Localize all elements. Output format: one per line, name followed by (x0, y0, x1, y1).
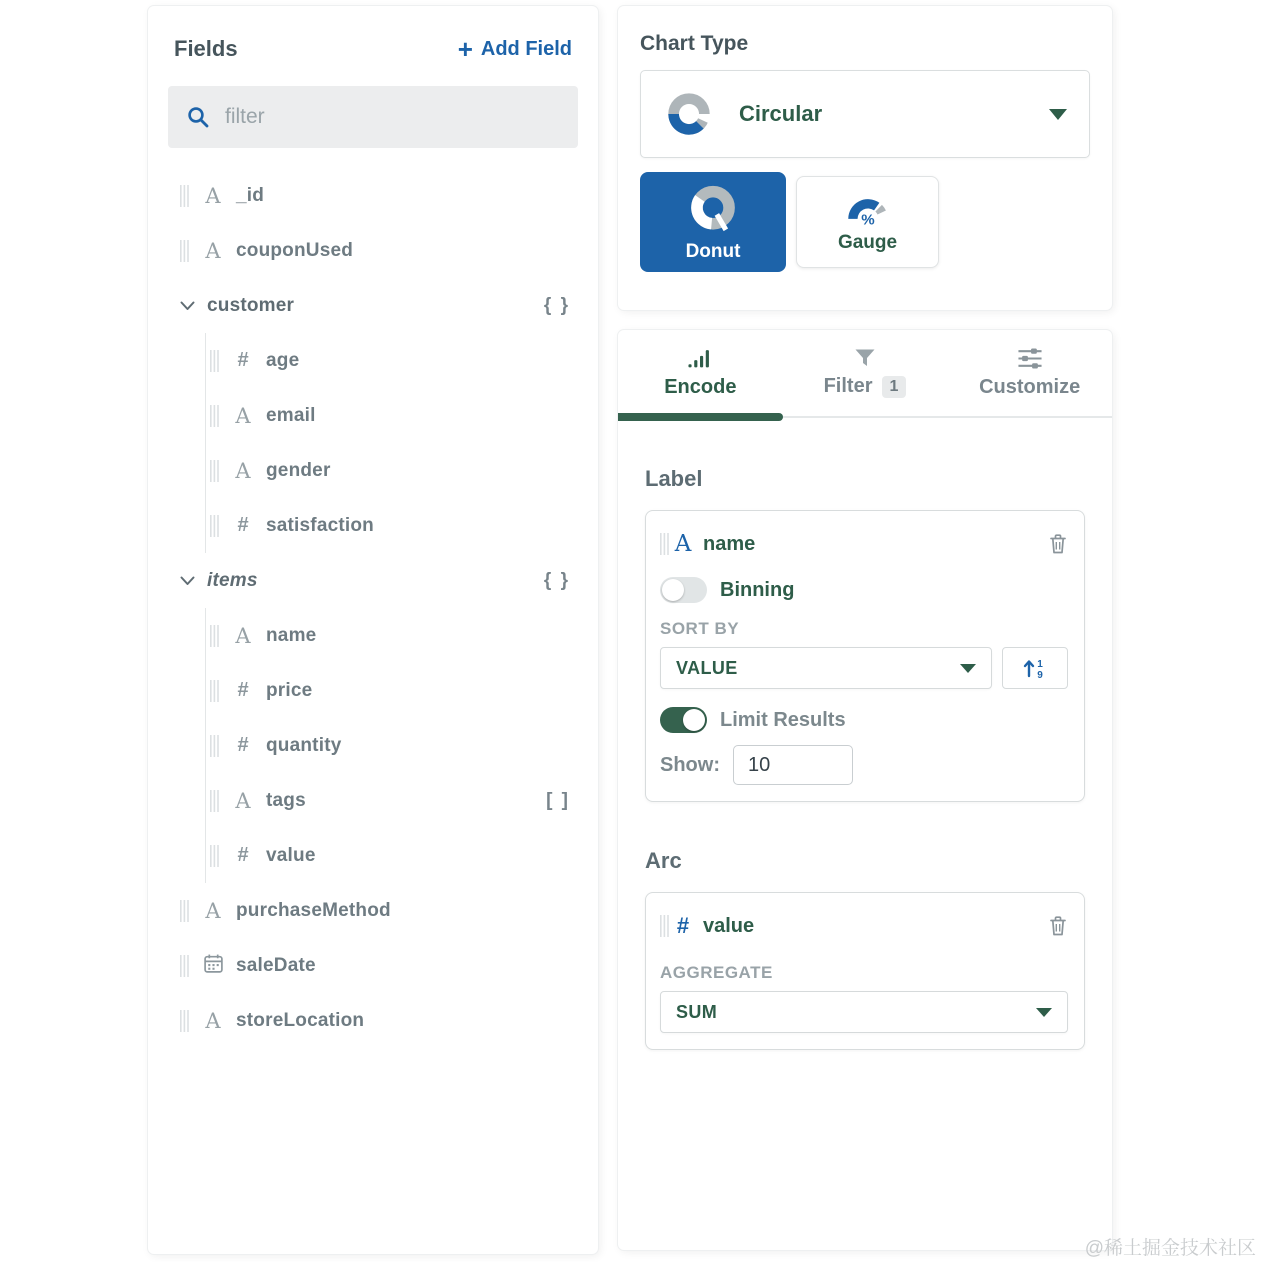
field-label: customer (207, 294, 295, 316)
donut-variant-label: Donut (685, 240, 741, 262)
field-label: purchaseMethod (236, 899, 391, 921)
chart-type-panel (618, 6, 1112, 310)
svg-text:9: 9 (1037, 670, 1043, 680)
string-type-icon: A (235, 788, 251, 813)
binning-row (660, 573, 1068, 607)
active-tab-indicator (618, 413, 783, 421)
svg-text:1: 1 (1037, 659, 1043, 670)
string-type-icon: A (235, 623, 251, 648)
drag-handle-icon (210, 350, 219, 372)
expand-chevron-icon[interactable] (180, 576, 195, 586)
field-row-tags[interactable] (148, 773, 598, 828)
binning-toggle[interactable] (660, 577, 707, 603)
donut-variant-icon (684, 182, 742, 236)
fields-panel (148, 6, 598, 1254)
show-row (660, 745, 1068, 785)
field-row-price[interactable] (148, 663, 598, 718)
fields-title: Fields (174, 36, 238, 61)
string-type-icon: A (205, 1008, 221, 1033)
number-type-icon: # (237, 349, 249, 371)
string-type-icon: A (235, 403, 251, 428)
sort-direction-button[interactable] (1002, 647, 1068, 689)
field-row-quantity[interactable] (148, 718, 598, 773)
field-label: value (266, 844, 316, 866)
field-label: quantity (266, 734, 342, 756)
toggle-knob (662, 579, 684, 601)
svg-text:%: % (860, 211, 875, 227)
tab-bar (618, 330, 1112, 418)
date-type-icon (199, 953, 227, 979)
field-type-badge: { } (543, 294, 570, 316)
add-field-label: Add Field (480, 37, 572, 60)
field-label: couponUsed (236, 239, 354, 261)
tab-encode-label: Encode (664, 375, 737, 398)
sliders-icon (1017, 348, 1043, 369)
tab-filter[interactable] (783, 330, 948, 416)
field-label: email (266, 404, 316, 426)
tab-filter-label: Filter (823, 375, 873, 397)
number-type-icon: # (237, 844, 249, 866)
arc-field-row[interactable] (660, 905, 1068, 947)
number-type-icon: # (676, 913, 690, 938)
tab-encode[interactable] (618, 330, 783, 416)
field-row-gender[interactable] (148, 443, 598, 498)
sort-by-value: VALUE (676, 657, 738, 678)
tab-customize-label: Customize (979, 375, 1081, 398)
field-row-purchaseMethod[interactable] (148, 883, 598, 938)
drag-handle-icon (180, 955, 189, 977)
number-type-icon: # (237, 514, 249, 536)
limit-results-row (660, 703, 1068, 737)
field-filter-input[interactable] (225, 105, 560, 129)
field-row-customer[interactable] (148, 278, 598, 333)
field-row-saleDate[interactable] (148, 938, 598, 993)
field-row-age[interactable] (148, 333, 598, 388)
encode-tab-content (618, 466, 1112, 1050)
field-row-name[interactable] (148, 608, 598, 663)
field-label: saleDate (236, 954, 316, 976)
gauge-variant-icon (844, 191, 892, 227)
drag-handle-icon (660, 533, 669, 555)
field-label: name (266, 624, 317, 646)
show-label: Show: (660, 753, 720, 776)
drag-handle-icon (660, 915, 669, 937)
field-type-badge: { } (543, 569, 570, 591)
field-label: tags (266, 789, 306, 811)
gauge-variant-label: Gauge (837, 231, 898, 253)
chart-category-dropdown[interactable] (640, 70, 1090, 158)
search-icon (186, 105, 210, 129)
drag-handle-icon (210, 405, 219, 427)
plus-icon: + (457, 34, 473, 64)
chevron-down-icon (960, 664, 976, 673)
string-type-icon: A (205, 898, 221, 923)
watermark: @稀土掘金技术社区 (1084, 1238, 1256, 1259)
add-field-button[interactable] (457, 34, 572, 64)
sort-by-select[interactable] (660, 647, 992, 689)
drag-handle-icon (180, 240, 189, 262)
field-row-storeLocation[interactable] (148, 993, 598, 1048)
funnel-icon (854, 348, 876, 368)
fields-list (148, 168, 598, 1048)
field-label: items (207, 569, 258, 591)
chart-type-title: Chart Type (640, 32, 749, 55)
string-type-icon: A (235, 458, 251, 483)
label-encoding-card (645, 510, 1085, 802)
drag-handle-icon (210, 515, 219, 537)
drag-handle-icon (180, 1010, 189, 1032)
filter-count-badge: 1 (882, 376, 907, 398)
field-label: _id (236, 184, 265, 206)
drag-handle-icon (210, 790, 219, 812)
encode-panel (618, 330, 1112, 1250)
string-type-icon: A (205, 183, 221, 208)
number-type-icon: # (237, 679, 249, 701)
field-row-items[interactable] (148, 553, 598, 608)
chart-variant-donut[interactable] (640, 172, 786, 272)
number-type-icon: # (237, 734, 249, 756)
field-row-email[interactable] (148, 388, 598, 443)
arc-encoding-card (645, 892, 1085, 1050)
aggregate-label: AGGREGATE (660, 963, 773, 982)
limit-results-toggle[interactable] (660, 707, 707, 733)
toggle-knob (683, 709, 705, 731)
field-label: age (266, 349, 300, 371)
field-row-satisfaction[interactable] (148, 498, 598, 553)
field-row-value[interactable] (148, 828, 598, 883)
field-row-_id[interactable] (148, 168, 598, 223)
chart-category-value: Circular (739, 101, 823, 126)
tab-customize[interactable] (947, 330, 1112, 416)
fields-header (148, 36, 598, 62)
drag-handle-icon (210, 460, 219, 482)
show-count-input[interactable] (733, 745, 853, 785)
field-filter-box (168, 86, 578, 148)
drag-handle-icon (210, 680, 219, 702)
trash-icon (1048, 915, 1068, 937)
field-label: satisfaction (266, 514, 374, 536)
chevron-down-icon (1049, 109, 1067, 120)
chevron-down-icon (1036, 1008, 1052, 1017)
arc-field-name: value (703, 914, 755, 937)
field-label: gender (266, 459, 331, 481)
drag-handle-icon (210, 845, 219, 867)
chart-variant-gauge[interactable] (796, 176, 939, 268)
arc-section-title: Arc (645, 848, 682, 873)
donut-chart-icon (663, 88, 715, 140)
chart-variant-row (640, 172, 1090, 272)
field-row-couponUsed[interactable] (148, 223, 598, 278)
field-type-badge: [ ] (546, 789, 570, 811)
sort-by-label: SORT BY (660, 619, 740, 638)
limit-results-label: Limit Results (720, 708, 846, 731)
binning-label: Binning (720, 578, 795, 601)
remove-arc-field-button[interactable] (1048, 915, 1068, 937)
remove-label-field-button[interactable] (1048, 533, 1068, 555)
field-label: price (266, 679, 313, 701)
expand-chevron-icon[interactable] (180, 301, 195, 311)
field-label: storeLocation (236, 1009, 365, 1031)
string-type-icon: A (205, 238, 221, 263)
sort-by-row (660, 647, 1068, 689)
drag-handle-icon (180, 900, 189, 922)
string-type-icon: A (674, 531, 692, 557)
label-field-name: name (703, 532, 756, 555)
label-field-row[interactable] (660, 523, 1068, 565)
sort-ascending-icon (1021, 656, 1049, 680)
aggregate-select[interactable] (660, 991, 1068, 1033)
aggregate-value: SUM (676, 1001, 718, 1022)
bar-chart-icon (688, 348, 712, 369)
label-section-title: Label (645, 466, 703, 491)
drag-handle-icon (210, 625, 219, 647)
drag-handle-icon (180, 185, 189, 207)
drag-handle-icon (210, 735, 219, 757)
trash-icon (1048, 533, 1068, 555)
